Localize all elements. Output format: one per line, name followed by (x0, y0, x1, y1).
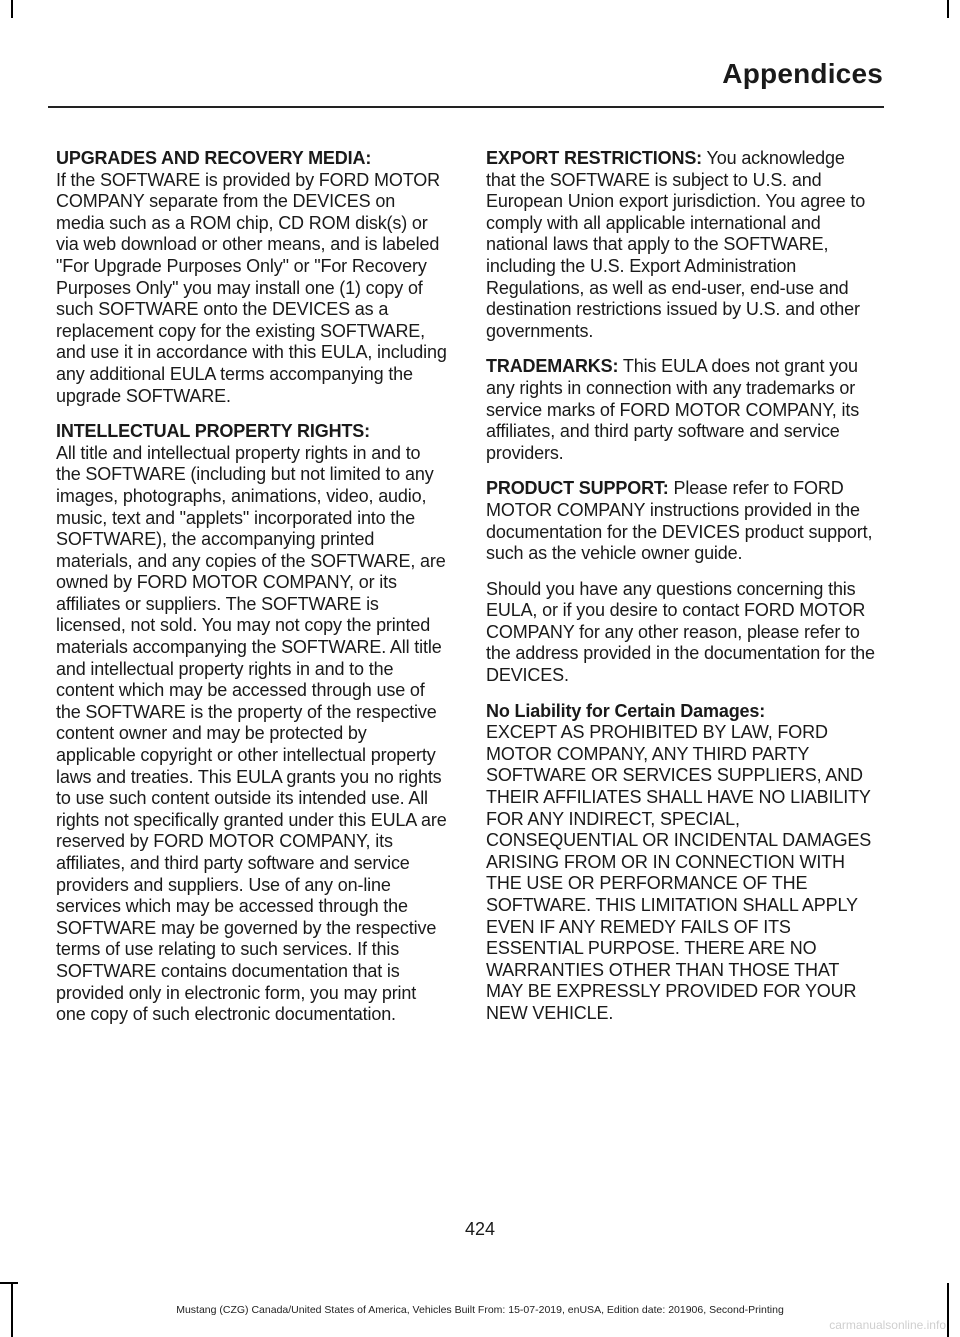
section-contact (486, 579, 878, 687)
section-upgrades-recovery-media (56, 148, 448, 407)
section-no-liability (486, 701, 878, 1025)
watermark: carmanualsonline.info (829, 1318, 946, 1332)
page-number: 424 (464, 1219, 496, 1239)
page-title: Appendices (722, 58, 883, 89)
right-column (486, 148, 878, 1039)
section-lead: EXPORT RESTRICTIONS: (486, 148, 703, 168)
section-heading: INTELLECTUAL PROPERTY RIGHTS: (56, 421, 370, 442)
section-body: You acknowledge that the SOFTWARE is subject to U.S. and European Union export jurisdiction. You agree to comply with all applicable international and national laws that apply to the SOFTWARE, including the U.S. Export Administration Regulations, as well as end-user, end-use and destination restrictions issued by U.S. and other governments. (486, 148, 866, 341)
section-export-restrictions (486, 148, 878, 342)
crop-mark-top-right-vertical (947, 0, 949, 18)
section-heading: No Liability for Certain Damages: (486, 700, 766, 721)
section-body: EXCEPT AS PROHIBITED BY LAW, FORD MOTOR COMPANY, ANY THIRD PARTY SOFTWARE OR SERVICES SUPPLIERS, AND THEIR AFFILIATES SHALL HAVE NO LIABILITY FOR ANY INDIRECT, SPECIAL, CONSEQUENTIAL OR INCIDENTAL DAMAGES ARISING FROM OR IN CONNECTION WITH THE USE OR PERFORMANCE OF THE SOFTWARE. THIS LIMITATION SHALL APPLY EVEN IF ANY REMEDY FAILS OF ITS ESSENTIAL PURPOSE. THERE ARE NO WARRANTIES OTHER THAN THOSE THAT MAY BE EXPRESSLY PROVIDED FOR YOUR NEW VEHICLE. (486, 722, 872, 1023)
section-intellectual-property-rights (56, 421, 448, 1026)
section-lead: TRADEMARKS: (486, 356, 619, 377)
section-body: Should you have any questions concerning this EULA, or if you desire to contact FORD MOTOR COMPANY for any other reason, please refer to the address provided in the documentation for the DEVICES. (486, 578, 875, 686)
left-column (56, 148, 448, 1040)
section-body: Please refer to FORD MOTOR COMPANY instructions provided in the documentation for the DEVICES product support, such as the vehicle owner guide. (486, 478, 873, 564)
section-body: All title and intellectual property rights in and to the SOFTWARE (including but not limited to any images, photographs, animations, video, audio, music, text and "applets" incorporated into the SOFTWARE), the accompanying printed materials, and any copies of the SOFTWARE, are owned by FORD MOTOR COMPANY, or its affiliates or suppliers. The SOFTWARE is licensed, not sold. You may not copy the printed materials accompanying the SOFTWARE. All title and intellectual property rights in and to the content which may be accessed through use of the SOFTWARE is the property of the respective content owner and may be protected by applicable copyright or other intellectual property laws and treaties. This EULA grants you no rights to use such content outside its intended use. All rights not specifically granted under this EULA are reserved by FORD MOTOR COMPANY, its affiliates, and third party software and service providers and suppliers. Use of any on-line services which may be accessed through the SOFTWARE may be governed by the respective terms of use relating to such services. If this SOFTWARE contains documentation that is provided only in electronic form, you may print one copy of such electronic documentation. (56, 442, 447, 1025)
crop-mark-left-side (0, 1282, 18, 1284)
section-body: This EULA does not grant you any rights in connection with any trademarks or service marks of FORD MOTOR COMPANY, its affiliates, and third party software and service providers. (486, 356, 860, 463)
section-lead: PRODUCT SUPPORT: (486, 478, 669, 499)
footer-edition-info: Mustang (CZG) Canada/United States of America, Vehicles Built From: 15-07-2019, enUSA, Edition date: 201906, Second-Printing (176, 1304, 784, 1316)
crop-mark-top-left-vertical (11, 0, 13, 18)
section-body: If the SOFTWARE is provided by FORD MOTOR COMPANY separate from the DEVICES on media such as a ROM chip, CD ROM disk(s) or via web download or other means, and is labeled "For Upgrade Purposes Only" or "For Recovery Purposes Only" you may install one (1) copy of such SOFTWARE onto the DEVICES as a replacement copy for the existing SOFTWARE, and use it in accordance with this EULA, including any additional EULA terms accompanying the upgrade SOFTWARE. (56, 169, 447, 406)
header-divider (48, 106, 884, 108)
section-heading: UPGRADES AND RECOVERY MEDIA: (56, 148, 372, 168)
section-product-support (486, 478, 878, 564)
section-trademarks (486, 356, 878, 464)
